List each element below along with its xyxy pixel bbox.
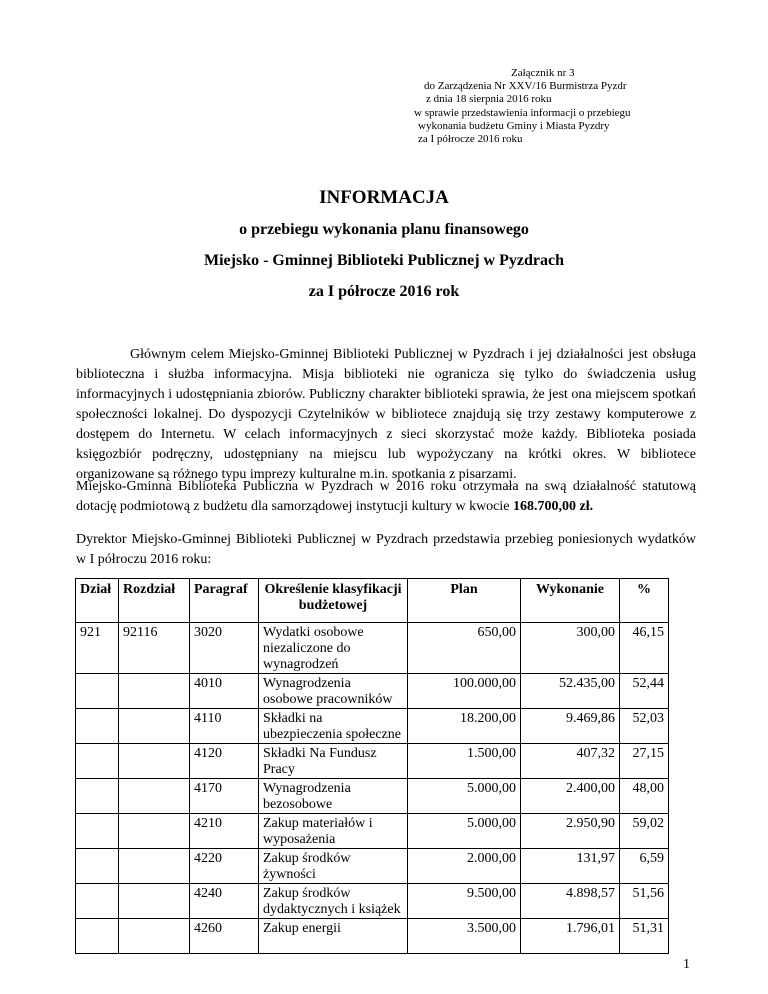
cell-paragraf: 4110 [190,709,259,744]
cell-rozdzial [119,849,190,884]
cell-dzial [76,884,119,919]
annex-line: Załącznik nr 3 [511,67,575,79]
cell-paragraf: 4120 [190,744,259,779]
cell-plan: 2.000,00 [408,849,521,884]
table-row [76,849,669,884]
header-percent: % [620,579,669,623]
header-plan: Plan [408,579,521,623]
header-dzial: Dział [76,579,119,623]
expenses-table [75,578,669,954]
cell-dzial [76,779,119,814]
cell-percent: 59,02 [620,814,669,849]
annex-line: z dnia 18 sierpnia 2016 roku [426,93,552,106]
annex-line: do Zarządzenia Nr XXV/16 Burmistrza Pyzdr [424,80,627,93]
title-line: za I półrocze 2016 rok [308,283,460,300]
title-line: Miejsko - Gminnej Biblioteki Publicznej w Pyzdrach [204,252,564,269]
table-header-row [76,579,669,623]
cell-plan: 100.000,00 [408,674,521,709]
header-paragraf: Paragraf [190,579,259,623]
cell-okreslenie: Zakup środków dydaktycznych i książek [259,884,408,919]
grant-paragraph [76,477,696,517]
cell-percent: 52,03 [620,709,669,744]
table-row [76,623,669,674]
cell-percent: 51,31 [620,919,669,954]
cell-rozdzial [119,919,190,954]
expenses-intro-paragraph: Dyrektor Miejsko-Gminnej Biblioteki Publicznej w Pyzdrach przedstawia przebieg poniesionych wydatków w I półroczu 2016 roku: [76,532,696,567]
cell-rozdzial [119,674,190,709]
cell-paragraf: 4240 [190,884,259,919]
cell-wykonanie: 300,00 [521,623,620,674]
cell-plan: 1.500,00 [408,744,521,779]
cell-plan: 5.000,00 [408,814,521,849]
cell-okreslenie: Wynagrodzenia bezosobowe [259,779,408,814]
cell-percent: 27,15 [620,744,669,779]
cell-wykonanie: 131,97 [521,849,620,884]
table-row [76,744,669,779]
cell-paragraf: 4010 [190,674,259,709]
annex-header [414,67,631,146]
cell-rozdzial [119,709,190,744]
cell-paragraf: 4220 [190,849,259,884]
table-row [76,709,669,744]
cell-percent: 52,44 [620,674,669,709]
cell-dzial [76,744,119,779]
cell-rozdzial [119,884,190,919]
cell-paragraf: 4210 [190,814,259,849]
header-wykonanie: Wykonanie [521,579,620,623]
cell-plan: 650,00 [408,623,521,674]
cell-dzial [76,674,119,709]
cell-wykonanie: 52.435,00 [521,674,620,709]
cell-rozdzial [119,814,190,849]
cell-wykonanie: 2.400,00 [521,779,620,814]
cell-okreslenie: Zakup materiałów i wyposażenia [259,814,408,849]
annex-line: w sprawie przedstawienia informacji o przebiegu [414,106,631,119]
cell-wykonanie: 9.469,86 [521,709,620,744]
cell-percent: 48,00 [620,779,669,814]
cell-okreslenie: Składki na ubezpieczenia społeczne [259,709,408,744]
cell-rozdzial: 92116 [119,623,190,674]
title-line: INFORMACJA [319,187,449,208]
cell-okreslenie: Zakup środków żywności [259,849,408,884]
cell-paragraf: 4170 [190,779,259,814]
header-okreslenie: Określenie klasyfikacji budżetowej [259,579,408,623]
cell-okreslenie: Składki Na Fundusz Pracy [259,744,408,779]
cell-plan: 3.500,00 [408,919,521,954]
cell-plan: 5.000,00 [408,779,521,814]
cell-wykonanie: 407,32 [521,744,620,779]
cell-percent: 6,59 [620,849,669,884]
cell-plan: 9.500,00 [408,884,521,919]
cell-dzial [76,709,119,744]
grant-text: Miejsko-Gminna Biblioteka Publiczna w Pyzdrach w 2016 roku otrzymała na swą działalność statutową dotację podmiotową z budżetu dla samorządowej instytucji kultury w kwocie [76,479,696,514]
cell-percent: 51,56 [620,884,669,919]
table-row [76,814,669,849]
cell-paragraf: 4260 [190,919,259,954]
cell-wykonanie: 4.898,57 [521,884,620,919]
cell-wykonanie: 2.950,90 [521,814,620,849]
cell-paragraf: 3020 [190,623,259,674]
table-row [76,674,669,709]
cell-dzial [76,814,119,849]
cell-dzial: 921 [76,623,119,674]
cell-okreslenie: Wynagrodzenia osobowe pracowników [259,674,408,709]
annex-line: wykonania budżetu Gminy i Miasta Pyzdry [418,119,610,132]
annex-line: za I półrocze 2016 roku [418,133,523,146]
table-row [76,779,669,814]
table-row [76,919,669,954]
cell-rozdzial [119,779,190,814]
cell-okreslenie: Zakup energii [259,919,408,954]
title-line: o przebiegu wykonania planu finansowego [239,221,529,238]
cell-rozdzial [119,744,190,779]
page-number: 1 [683,957,690,972]
cell-okreslenie: Wydatki osobowe niezaliczone do wynagrodzeń [259,623,408,674]
grant-amount: 168.700,00 zł. [513,499,594,514]
cell-plan: 18.200,00 [408,709,521,744]
cell-percent: 46,15 [620,623,669,674]
table-row [76,884,669,919]
intro-paragraph: Głównym celem Miejsko-Gminnej Biblioteki Publicznej w Pyzdrach i jej działalności jest obsługa biblioteczna i służba informacyjna. Misja biblioteki nie ogranicza się tylko do świadczenia usług informacyjnych i udostępniania zbiorów. Publiczny charakter biblioteki sprawia, że jest ona miejscem spotkań społeczności lokalnej. Do dyspozycji Czytelników w bibliotece znajdują się trzy zestawy komputerowe z dostępem do Internetu. W celach informacyjnych z sieci skorzystać może każdy. Biblioteka posiada księgozbiór podręczny, udostępniany na miejscu lub wypożyczany na krótki okres. W bibliotece organizowane są różnego typu imprezy kulturalne m.in. spotkania z pisarzami. [76,347,696,482]
cell-dzial [76,919,119,954]
cell-dzial [76,849,119,884]
cell-wykonanie: 1.796,01 [521,919,620,954]
table-body [76,623,669,954]
header-rozdzial: Rozdział [119,579,190,623]
document-title [0,182,768,307]
